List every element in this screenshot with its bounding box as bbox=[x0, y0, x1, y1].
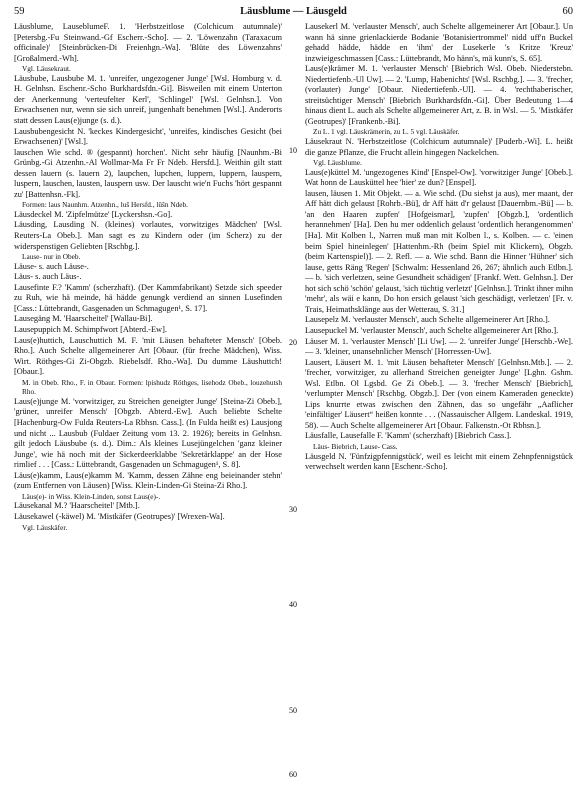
dictionary-entry: Läusekanal M.? 'Haarscheitel' [Mtb.]. bbox=[14, 501, 140, 511]
left-column bbox=[14, 22, 282, 794]
line-number: 60 bbox=[289, 770, 297, 779]
dictionary-entry: Läusdeckel M. 'Zipfelmütze' [Lyckershsn.-Go]. bbox=[14, 209, 173, 219]
line-number: 50 bbox=[289, 706, 297, 715]
dictionary-entry: Lausegäng M. 'Haarscheitel' [Wallau-Bi]. bbox=[14, 314, 153, 324]
dictionary-entry: Laus(e)junge M. 'vorwitziger, zu Streichen geneigter Junge' [Steina-Zi Obeb.], 'grüner, unreifer Mensch' [Obgzb. Abterd.-Ew]. Auch beliebte Schelte [Hachenburg-Ow Fulda Reuters-La Rbhsn. Cass.]. (In Fulda heißt es) Lausjong und nicht ... Lausbub (Fuldaer Zeitung vom 13. 2. 1926); bereits in Gelnhsn. gilt jedoch Läusbube (s. d.). Dim.: Als kleines Lusejüngelchen 'ganz kleiner Junge', wie hä noch mit der Sickerdeerklabbe 'Sekretärklappe' an der Hose rimlief . . . [Cass.: Lüttebrandt, Gasgenaden un Schmagugen¹, S. 8]. bbox=[14, 396, 282, 470]
dictionary-entry: Läus(e)kamm, Laus(e)kamm M. 'Kamm, dessen Zähne eng beieinander stehn' (zum Entfernen von Läusen) [Wiss. Klein-Linden-Gi Steina-Zi Rho.]. bbox=[14, 470, 282, 491]
dictionary-entry: lauschen Wie schd. ® (gespannt) horchen'. Nicht sehr häufig [Naunhm.-Bi Grünbg.-Gi Atzenhn.-Al Wollmar-Ma Fr Fr Ndeb. Hersfd.]. Weithin gilt statt dessen lauern (s. lauern 2), laupchen, lupchen, luppern, luppern, lauspern, luspern, lauschen, lausten, lauspern usw. Der lauscht wie'n Fuchs 'hört gespannt zu' [Battenhsn.-Fk]. bbox=[14, 147, 282, 199]
right-column bbox=[305, 22, 573, 794]
dictionary-entry: Läusgeld N. 'Fünfzigpfennigstück', weil es leicht mit einem Zehnpfennigstück verwechselt werden kann [Eschenr.-Scho]. bbox=[305, 451, 573, 472]
dictionary-entry: Läusekraut N. 'Herbstzeitlose (Colchicum autumnale)' [Puderb.-Wi]. L. heißt die ganze Pflanze, die Frucht allein hingegen Nackelchen. bbox=[305, 137, 573, 157]
entry-note: Lause- nur in Obeb. bbox=[22, 252, 81, 262]
dictionary-entry: Lausepuppich M. Schimpfwort [Abterd.-Ew]. bbox=[14, 325, 167, 334]
dictionary-entry: Laus(e)huttich, Lauschuttich M. F. 'mit Läusen behafteter Mensch' [Obeb. Rho.]. Auch Schelte allgemeinerer Art [Obaur. (für freche Mädchen), Wiss. Wirt. Röthges-Gi Zi-Obgzb. Riebelsdf. Rho.-Wa]. Du dumme Läushuttch! [Obaur.]. bbox=[14, 335, 282, 377]
dictionary-entry: Läusblume, LauseblumeF. 1. 'Herbstzeitlose (Colchicum autumnale)' [Petersbg.-Fu Steinwand.-Gf Escherr.-Scho]. — 2. 'Löwenzahn (Taraxacum officinale)' [Steinbrücken-Di Freienhgn.-Wa]. 'Blüte des Löwenzahns' [Großalmerd.-Wh]. bbox=[14, 22, 282, 63]
dictionary-entry: Laus(e)küttel M. 'ungezogenes Kind' [Enspel-Ow]. 'vorwitziger Junge' [Obeb.]. Wat honn de Lausküttel hee 'hier' ze dun? [Enspel]. bbox=[305, 167, 573, 188]
line-number: 10 bbox=[289, 146, 297, 155]
page-number-right: 60 bbox=[562, 6, 573, 17]
entry-note: Vgl. Läusblume. bbox=[313, 158, 362, 168]
entry-note: Läus(e)- in Wiss. Klein-Linden, sonst Laus(e)-. bbox=[22, 491, 161, 501]
line-number: 20 bbox=[289, 338, 297, 347]
dictionary-entry: lausen, läusen 1. Mit Objekt. — a. Wie schd. (Du siehst ja aus), mer maant, der Aff hätt dich gelaust [Rohrb.-Bü], dr Aff hätt d'r gelaust [Dauernbm.-Bü] — b. 'an den Haaren zupfen' [Hofgeismar], 'zupfen' [Obgzb.], 'ordentlich herannehmen' [Ha]. Den hu mer oddenlich gelaust 'ordentlich herangenommen' [Ha]. Mit Kolben l., Narren muß man mit Kolben l., s. Kolben. — c. 'einen beim Spiel hineinlegen' [Hattenhm.-Rh (beim Spiel mit Klickern), Obgzb. (beim Kartenspiel)]. — 2. Refl. — a. Wie schd. Bann die Hinner 'Hühner' sich lause, getts Räng 'Regen' [Schwalm: Hessenland 26, 267; ähnlich auch Etlbn.]. — b. 'sich verletzen, seine Gesundheit schädigen' [Frankf. Wett. Gelnhsn.]. Der hot sich schö 'schön' gelaust, 'sich tüchtig verletzt' [Gelnhsn.]. Trinkt ihner mihn 'mehr', als wäi e kann, Do hon ersich gelaust 'sich geschädigt, verletzen' [Fr. v. Trais, Heimathsklänge aus der Wetterau, S. 31.] bbox=[305, 188, 573, 314]
dictionary-entry: Läus- s. auch Läus-. bbox=[14, 272, 82, 282]
dictionary-entry: Läusfalle, Lausefalle F. 'Kamm' (scherzhaft) [Biebrich Cass.]. bbox=[305, 431, 512, 441]
dictionary-entry: Lausekerl M. 'verlauster Mensch', auch Schelte allgemeinerer Art [Obaur.]. Un wann hä sinne grienlackierde Bodanie 'Botanisiertrommel' nidd uff'n Buckel gehadd hädde, hädde en 'ihm' der Lusekerle 's Kritze 'Kreuz' inzwieigeschmassen [Cass.: Lüttebrandt, Mo hänn's, mä kunn's, S. 65]. bbox=[305, 22, 573, 63]
dictionary-entry: Läusekawel (-käwel) M. 'Mistkäfer (Geotrupes)' [Wrexen-Wa]. bbox=[14, 511, 225, 521]
dictionary-entry: Läuser M. 1. 'verlauster Mensch' [Li Uw]. — 2. 'unreifer Junge' [Herschb.-We]. — 3. 'kleiner, unansehnlicher Mensch' [Horressen-Uw]. bbox=[305, 336, 573, 357]
entry-note: Zu L. 1 vgl. Läuskrämerin, zu L. 5 vgl. Läuskäfer. bbox=[313, 127, 460, 137]
running-header bbox=[14, 6, 573, 20]
dictionary-entry: Lausepuckel M. 'verlauster Mensch', auch Schelte allgemeinerer Art [Rho.]. bbox=[305, 325, 559, 335]
dictionary-entry: Lausepelz M. 'verlauster Mensch', auch Schelte allgemeinerer Art [Rho.]. bbox=[305, 315, 550, 325]
dictionary-entry: Lausbubengesicht N. 'keckes Kindergesicht', 'unreifes, kindisches Gesicht (bei Erwachsenen)' [Wsl.]. bbox=[14, 126, 282, 147]
entry-note: Läus- Biebrich, Lause- Cass. bbox=[313, 441, 398, 451]
dictionary-entry: Lausefinte F.? 'Kamm' (scherzhaft). (Der Kammfabrikant) Setzde sich speeder zu Ruh, wie hä meinde, hä hädde genungk verdiend an sinnen Lusefinden [Cass.: Lüttebrandt, Gasgenaden un Schmagugen¹, S. 17]. bbox=[14, 282, 282, 313]
line-number: 40 bbox=[289, 600, 297, 609]
dictionary-entry: Läuse- s. auch Läuse-. bbox=[14, 261, 89, 271]
entry-note: M. in Obeb. Rho., F. in Obaur. Formen: lpishudz Röthges, lisehodz Obeb., louzehutsh Rho. bbox=[22, 377, 282, 397]
dictionary-entry: Laus(e)krämer M. 1. 'verlauster Mensch' [Biebrich Wsl. Obeb. Niederstebn. Niedertiefenb.-Ul Uw]. — 2. 'Lump, Habenichts' [Wsl. Rschbg.]. — 3. 'frecher, (vorlauter) Junge' [Obaur. Niedertiefenb.-Ul]. — 4. 'rechthaberischer, streitsüchtiger Mensch' [Biebrich Burkhardsfdn.-Gi]. Über Bedeutung 1—4 hinaus dient L. auch als Schelte allgemeinerer Art, z. B. in Wsl. — 5. 'Mistkäfer (Geotrupes)' [Frankenb.-Bi]. bbox=[305, 64, 573, 126]
entry-note: Formen: laus Naunhm. Atzenhn., luš Hersfd., lûšn Ndeb. bbox=[22, 200, 188, 210]
dictionary-entry: Läusbube, Lausbube M. 1. 'unreifer, ungezogener Junge' [Wsl. Homburg v. d. H. Gelnhsn. Eschenr.-Scho Burkhardsfdn.-Gi]. Bisweilen mit einem Unterton der Anerkennung 'verteufelter Kerl', 'Schlingel' [Wsl. Gelnhsn.]. Von Erwachsenen nur, wenn sie sich unreif, jungenhaft benehmen [Wsl.]. Anderorts statt dessen Laus(e)junge (s. d.). bbox=[14, 73, 282, 125]
dictionary-entry: Lausert, Läusert M. 1. 'mit Läusen behafteter Mensch' [Gelnhsn.Mtb.]. — 2. 'frecher, vorwitziger, zu allerhand Streichen geneigter Junge' [Lghn. Gshm. Wsl. Etlbn. Ol Lgsbd. Ge Zi Obeb.]. — 3. 'frecher Mensch' [Biebrich], 'verlumpter Mensch' [Rschbg. Obgzb.]. Der (von einem Kameraden geneckte) Lips knurrte etwas zwischen den Zähnen, das so ungefähr „Aaflicher 'einfältiger' Läusert“ heißen konnte . . . (Nassauischer Allgem. Landeskal. 1919, 58). — Auch Schelte allgemeinerer Art [Obaur. Falkenstn.-Ot Rbhsn.]. bbox=[305, 357, 573, 430]
line-number: 30 bbox=[289, 505, 297, 514]
running-title: Läusblume — Läusgeld bbox=[240, 6, 347, 17]
dictionary-entry: Läusding, Lausding N. (kleines) vorlautes, vorwitziges Mädchen' [Wsl. Reuters-La Obeb.]. Man sagt es zu Kindern oder (im Scherz) zu der widerspenstigen Geliebten [Rschbg.]. bbox=[14, 220, 282, 251]
entry-note: Vgl. Läuskäfer. bbox=[22, 522, 68, 532]
page-number-left: 59 bbox=[14, 6, 25, 17]
entry-note: Vgl. Läusekraut. bbox=[22, 64, 71, 74]
